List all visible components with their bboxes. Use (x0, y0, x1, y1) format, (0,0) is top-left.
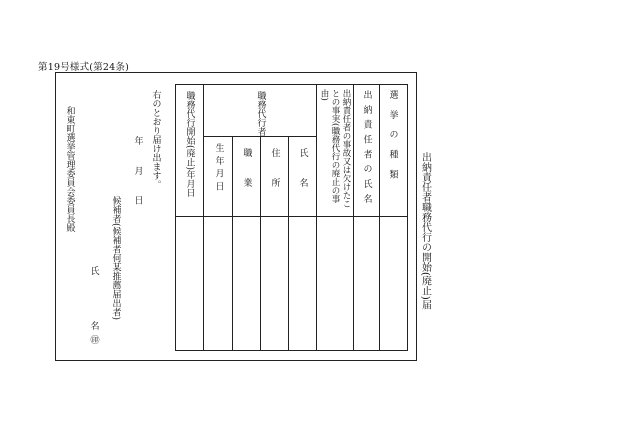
header-acting-birthdate: 生 年 月 日 (213, 143, 224, 192)
header-start-date: 職務代行開始(廃止)年月日 (184, 91, 195, 198)
form-title: 出納責任者職務代行の開始(廃止)届 (419, 152, 431, 310)
applicant-label: 候補者(候補者何某推薦届出者) (110, 196, 121, 321)
declaration-text: 右のとおり届け出ます。 (150, 90, 161, 189)
col-divider-6 (353, 84, 354, 351)
seal-mark: ㊞ (88, 335, 99, 344)
table-left-line (175, 84, 176, 351)
date-line: 年 月 日 (132, 136, 143, 214)
table-bottom-line (175, 350, 407, 351)
name-label-first: 氏 (88, 266, 99, 275)
name-label-second: 名 (88, 321, 99, 330)
table-top-line (175, 84, 407, 85)
col-divider-2 (232, 136, 233, 351)
header-acting-name: 氏 名 (297, 148, 308, 196)
header-acting-address: 住 所 (269, 148, 280, 196)
col-divider-4 (288, 136, 289, 351)
header-acting-person: 職務代行者 (255, 91, 266, 136)
header-election-type: 選 挙 の 種 類 (387, 90, 398, 183)
header-acting-occupation: 職 業 (241, 148, 252, 196)
header-incapacity-fact: 出納責任者の事故又は欠けたことの事実(職務代行の廃止の事由) (319, 89, 351, 208)
col-divider-7 (379, 84, 380, 351)
col-divider-5 (316, 84, 317, 351)
form-number-label: 第19号様式(第24条) (38, 62, 129, 73)
table-right-line (407, 84, 408, 351)
table-header-line (175, 216, 407, 217)
col-divider-1 (203, 84, 204, 351)
col-divider-3 (260, 136, 261, 351)
addressee-text: 和東町選挙管理委員会委員長殿 (64, 106, 75, 232)
header-treasurer-name: 出 納 責 任 者 の 氏 名 (361, 90, 372, 205)
